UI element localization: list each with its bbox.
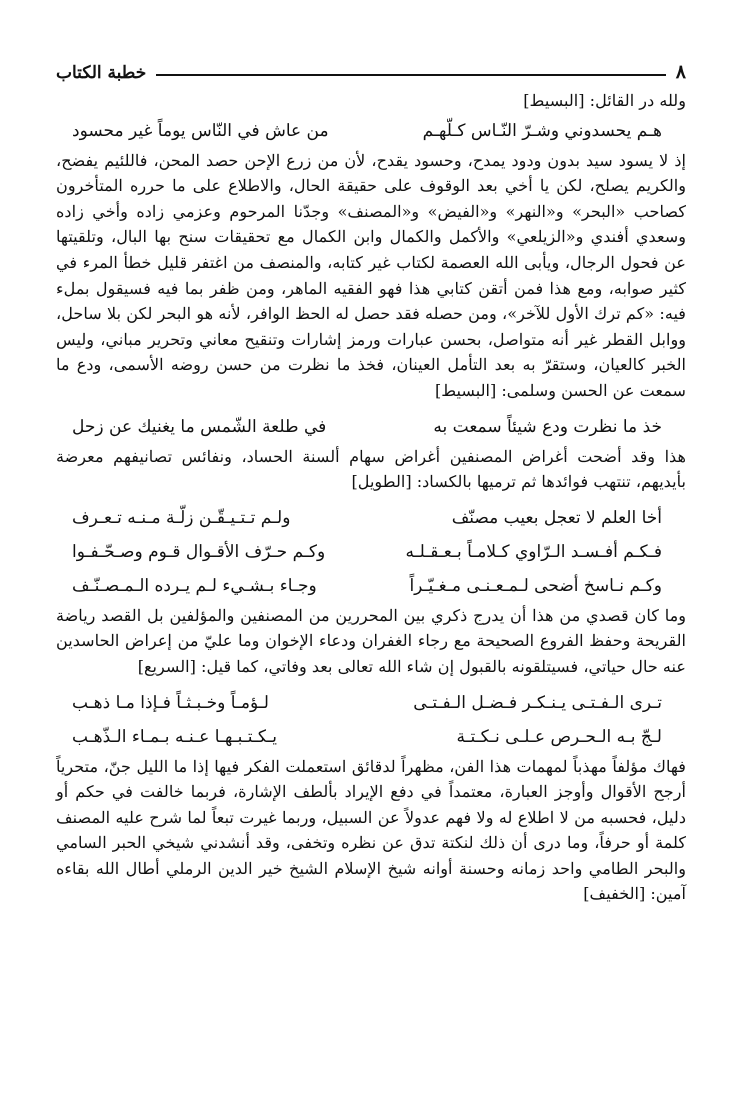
verse-line xyxy=(56,720,686,754)
verse-hemistich-first: وكـم نـاسخ أضحى لـمـعـنـى مـغـيّـراً xyxy=(409,575,662,596)
paragraph: فهاك مؤلفاً مهذباً لمهمات هذا الفن، مظهراً لدقائق استعملت الفكر فيها إذا ما الليل جنّ، متحرياً أرجح الأقوال وأوجز العبارة، معتمداً في دفع الإيراد بألطف الإشارة، فربما خالفت في حكم أو دليل، فحسبه من لا اطلاع له ولا فهم عدولاً عن السبيل، وربما غيرت تبعاً لما شرح عليه المصنف كلمة أو حرفاً، وما درى أن ذلك لنكتة تدق عن نظره وتخفى، وقد أنشدني شيخي الحبر السامي والبحر الطامي واحد زمانه وحسنة أوانه شيخ الإسلام الشيخ خير الدين الرملي أطال الله بقاءه آمين: [الخفيف] xyxy=(56,756,686,904)
verse-hemistich-first: تـرى الـفـتـى يـنـكـر فـضـل الـفـتـى xyxy=(413,692,662,713)
paragraph: هذا وقد أضحت أغراض المصنفين أغراض سهام ألسنة الحساد، ونفائس تصانيفهم معرضة بأيديهم، تنتهب فوائدها ثم ترميها بالكساد: [الطويل] xyxy=(56,446,686,492)
page-body xyxy=(56,88,686,907)
verse-hemistich-first: خذ ما نظرت ودع شيئاً سمعت به xyxy=(433,416,662,437)
verse-line xyxy=(56,410,686,444)
verse-hemistich-second: لـؤمـاً وخـبـثـاً فـإذا مـا ذهـب xyxy=(72,692,269,713)
paragraph: إذ لا يسود سيد بدون ودود يمدح، وحسود يقدح، لأن من زرع الإحن حصد المحن، فاللئيم يفضح، والكريم يصلح، لكن يا أخي بعد الوقوف على حقيقة الحال، والاطلاع على ما حرره المتأخرون كصاحب «البحر» و«النهر» و«الفيض» و«المصنف» وجدّنا المرحوم وعزمي زاده وأخي زاده وسعدي أفندي و«الزيلعي» والأكمل والكمال وابن الكمال مع تحقيقات سنح بها البال، وتلقيتها عن فحول الرجال، ويأبى الله العصمة لكتاب غير كتابه، والمنصف من اغتفر قليل خطأ المرء في كثير صوابه، ومع هذا فمن أتقن كتابي هذا فهو الفقيه الماهر، ومن ظفر بما فيه فسيقول بملء فيه: «كم ترك الأول للآخر»، ومن حصله فقد حصل له الحظ الوافر، لأنه هو البحر لكن بلا ساحل، ووابل القطر غير أنه متواصل، بحسن عبارات ورمز إشارات وتنقيح معاني وتحرير مباني، وليس الخبر كالعيان، وستقرّ به بعد التأمل العينان، فخذ ما نظرت من حسن روضه الأسمى، ودع ما سمعت عن الحسن وسلمى: [البسيط] xyxy=(56,150,686,400)
paragraph: ولله در القائل: [البسيط] xyxy=(523,91,686,110)
verse-line xyxy=(56,501,686,535)
verse-hemistich-first: لـجّ بـه الـحـرص عـلـى نـكـتـة xyxy=(456,726,662,747)
verse-line xyxy=(56,569,686,603)
running-title: خطبة الكتاب xyxy=(56,63,147,83)
verse-line xyxy=(56,114,686,148)
verse-hemistich-second: من عاش في النّاس يوماً غير محسود xyxy=(72,120,329,141)
header-rule xyxy=(156,74,666,76)
verse-hemistich-second: وجـاء بـشـيء لـم يـرده الـمـصـنّـف xyxy=(72,575,317,596)
verse-line xyxy=(56,535,686,569)
verse-hemistich-second: يـكـتـبـهـا عـنـه بـمـاء الـذّهـب xyxy=(72,726,277,747)
verse-hemistich-second: وكـم حـرّف الأقـوال قـوم وصـحّـفـوا xyxy=(72,541,326,562)
page-number: ٨ xyxy=(675,61,686,83)
verse-hemistich-second: ولـم تـتـيـقّـن زلّـة مـنـه تـعـرف xyxy=(72,507,291,528)
page-header xyxy=(56,54,686,82)
paragraph: وما كان قصدي من هذا أن يدرج ذكري بين المحررين من المصنفين والمؤلفين بل القصد رياضة القريحة وحفظ الفروع الصحيحة مع رجاء الغفران ودعاء الإخوان وما عليّ من إعراض الحاسدين عنه حال حياتي، فسيتلقونه بالقبول إن شاء الله تعالى بعد وفاتي، كما قيل: [السريع] xyxy=(56,605,686,676)
verse-hemistich-first: أخا العلم لا تعجل بعيب مصنّف xyxy=(451,507,662,528)
verse-hemistich-first: هـم يحسدوني وشـرّ النّـاس كـلّهـم xyxy=(422,120,662,141)
verse-hemistich-second: في طلعة الشّمس ما يغنيك عن زحل xyxy=(72,416,327,437)
verse-hemistich-first: فـكـم أفـسـد الـرّاوي كـلامـاً بـعـقـلـه xyxy=(405,541,662,562)
verse-line xyxy=(56,686,686,720)
